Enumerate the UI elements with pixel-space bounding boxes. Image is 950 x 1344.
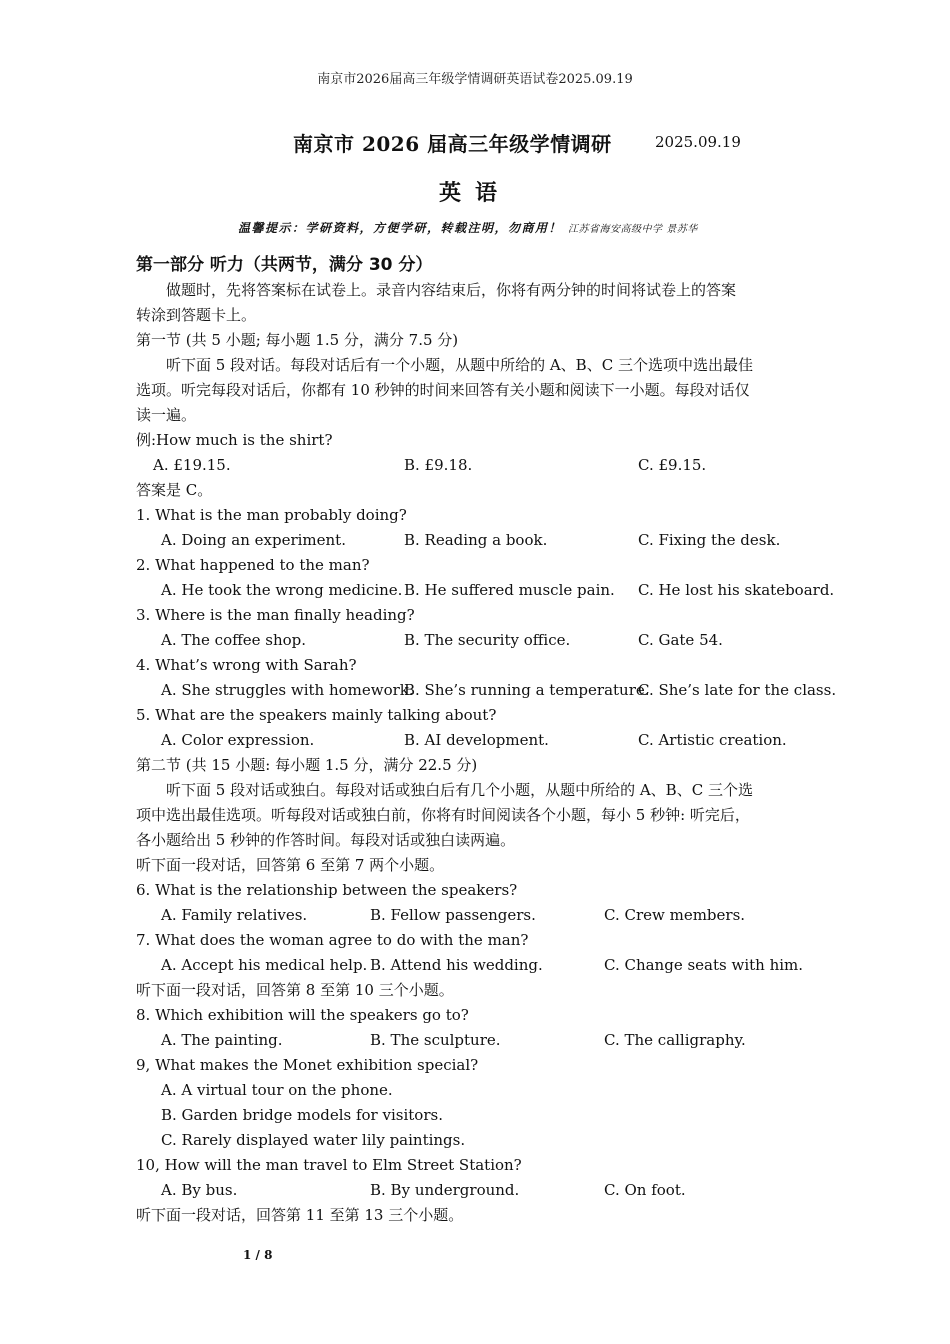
title-row <box>0 128 950 156</box>
part1-intro-line: 做题时，先将答案标在试卷上。录音内容结束后，你将有两分钟的时间将试卷上的答案 <box>166 281 737 299</box>
option-a: A. Accept his medical help. <box>161 956 368 974</box>
section1-intro-line: 读一遍。 <box>136 406 197 424</box>
question-5: 5. What are the speakers mainly talking about? <box>136 706 497 724</box>
notice <box>238 219 698 236</box>
option-a: A. Family relatives. <box>161 906 308 924</box>
question-6-options <box>136 903 816 928</box>
example-options <box>136 453 816 478</box>
option-a: A. The painting. <box>161 1031 283 1049</box>
section1-intro-line: 选项。听完每段对话后，你都有 10 秒钟的时间来回答有关小题和阅读下一小题。每段对话仅 <box>136 381 750 399</box>
section1-question-list <box>136 503 837 753</box>
option-c: C. Artistic creation. <box>638 731 787 749</box>
section2-intro-line: 听下面 5 段对话或独白。每段对话或独白后有几个小题，从题中所给的 A、B、C 三个选 <box>166 781 753 799</box>
option-b: B. Attend his wedding. <box>370 956 543 974</box>
question-9: 9, What makes the Monet exhibition special? <box>136 1056 479 1074</box>
section2-intro-line: 项中选出最佳选项。听每段对话或独白前，你将有时间阅读各个小题，每小 5 秒钟: 听完后， <box>136 806 750 824</box>
option-a: A. Color expression. <box>161 731 315 749</box>
question-3-options <box>136 628 816 653</box>
subject-title: 英语 <box>438 180 511 206</box>
section1-heading: 第一节 (共 5 小题; 每小题 1.5 分，满分 7.5 分) <box>136 331 459 349</box>
question-3: 3. Where is the man finally heading? <box>136 606 415 624</box>
option-b: B. Garden bridge models for visitors. <box>161 1106 443 1124</box>
question-1: 1. What is the man probably doing? <box>136 506 407 524</box>
option-c: C. Rarely displayed water lily paintings. <box>161 1131 466 1149</box>
notice-text: 温馨提示：学研资料，方便学研，转载注明，勿商用！ <box>238 221 563 235</box>
option-a: A. He took the wrong medicine. <box>161 581 403 599</box>
part1-heading: 第一部分 听力（共两节，满分 30 分） <box>136 255 433 275</box>
notice-school: 江苏省海安高级中学 景苏华 <box>568 224 698 235</box>
option-c: C. The calligraphy. <box>604 1031 746 1049</box>
option-b: B. The sculpture. <box>370 1031 501 1049</box>
option-b: B. He suffered muscle pain. <box>404 581 615 599</box>
option-b: B. Reading a book. <box>404 531 548 549</box>
dialog-instruction: 听下面一段对话，回答第 11 至第 13 三个小题。 <box>136 1206 464 1224</box>
question-7: 7. What does the woman agree to do with the man? <box>136 931 529 949</box>
option-b: B. By underground. <box>370 1181 520 1199</box>
title-date: 2025.09.19 <box>655 133 741 151</box>
section2-intro-line: 各小题给出 5 秒钟的作答时间。每段对话或独白读两遍。 <box>136 831 516 849</box>
option-a: A. By bus. <box>161 1181 238 1199</box>
question-5-options <box>136 728 816 753</box>
page-header: 南京市2026届高三年级学情调研英语试卷2025.09.19 <box>317 72 633 87</box>
option-c: C. Change seats with him. <box>604 956 804 974</box>
question-7-options <box>136 953 816 978</box>
option-b: B. She’s running a temperature. <box>404 681 650 699</box>
question-10-options <box>136 1178 816 1203</box>
section2-heading: 第二节 (共 15 小题: 每小题 1.5 分，满分 22.5 分) <box>136 756 478 774</box>
question-1-options <box>136 528 816 553</box>
option-c: C. She’s late for the class. <box>638 681 837 699</box>
question-8-options <box>136 1028 816 1053</box>
option-c: C. Gate 54. <box>638 631 723 649</box>
option-b: B. The security office. <box>404 631 571 649</box>
question-4-options <box>136 678 837 703</box>
option-a: A. A virtual tour on the phone. <box>161 1081 393 1099</box>
option-a: A. The coffee shop. <box>161 631 307 649</box>
option-c: C. On foot. <box>604 1181 686 1199</box>
option-a: A. She struggles with homework. <box>161 681 414 699</box>
exam-content <box>136 253 837 1228</box>
option-c: C. He lost his skateboard. <box>638 581 835 599</box>
example-question: 例:How much is the shirt? <box>136 431 333 449</box>
page-number: 1 / 8 <box>243 1248 273 1262</box>
question-2: 2. What happened to the man? <box>136 556 370 574</box>
option-b: B. AI development. <box>404 731 549 749</box>
option-a: A. Doing an experiment. <box>161 531 346 549</box>
question-10: 10, How will the man travel to Elm Street Station? <box>136 1156 522 1174</box>
question-6: 6. What is the relationship between the speakers? <box>136 881 518 899</box>
example-answer: 答案是 C。 <box>136 481 213 499</box>
option-c: C. Crew members. <box>604 906 746 924</box>
dialog-instruction: 听下面一段对话，回答第 8 至第 10 三个小题。 <box>136 981 454 999</box>
dialog-instruction: 听下面一段对话，回答第 6 至第 7 两个小题。 <box>136 856 445 874</box>
option-c: C. Fixing the desk. <box>638 531 781 549</box>
question-2-options <box>136 578 835 603</box>
option-b: B. £9.18. <box>404 456 473 474</box>
page-title: 南京市 2026 届高三年级学情调研 <box>293 132 612 156</box>
question-4: 4. What’s wrong with Sarah? <box>136 656 357 674</box>
option-c: C. £9.15. <box>638 456 707 474</box>
option-b: B. Fellow passengers. <box>370 906 536 924</box>
question-8: 8. Which exhibition will the speakers go to? <box>136 1006 469 1024</box>
option-a: A. £19.15. <box>153 456 231 474</box>
section1-intro-line: 听下面 5 段对话。每段对话后有一个小题，从题中所给的 A、B、C 三个选项中选出最佳 <box>166 356 753 374</box>
part1-intro-line: 转涂到答题卡上。 <box>136 306 257 324</box>
